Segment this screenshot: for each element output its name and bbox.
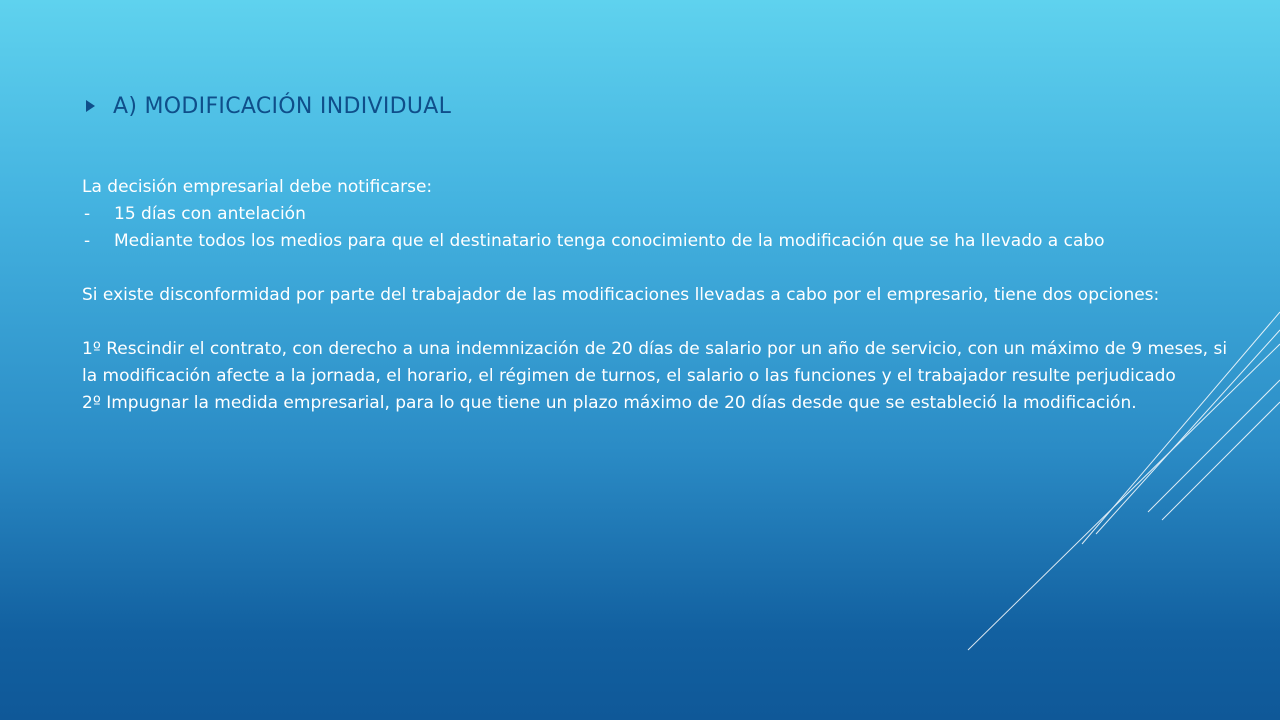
- list-item: - Mediante todos los medios para que el destinatario tenga conocimiento de la modificación que se ha llevado a cabo: [82, 228, 1232, 255]
- slide-body: [82, 174, 1232, 417]
- triangle-right-bullet-icon: [86, 100, 95, 112]
- list-item: - 15 días con antelación: [82, 201, 1232, 228]
- intro-text: La decisión empresarial debe notificarse:: [82, 177, 433, 197]
- deco-line-5: [1162, 402, 1280, 520]
- option-2-text: 2º Impugnar la medida empresarial, para lo que tiene un plazo máximo de 20 días desde que se estableció la modificación.: [82, 393, 1137, 413]
- slide-title: [86, 90, 451, 122]
- spacer: [82, 255, 1232, 282]
- notification-list: [82, 201, 1232, 255]
- slide-title-text: A) MODIFICACIÓN INDIVIDUAL: [113, 93, 452, 119]
- spacer: [82, 309, 1232, 336]
- option-1-text: 1º Rescindir el contrato, con derecho a una indemnización de 20 días de salario por un año de servicio, con un máximo de 9 meses, si la modificación afecte a la jornada, el horario, el régimen de turnos, el salario o las funciones y el trabajador resulte perjudicado: [82, 339, 1228, 386]
- disagreement-text: Si existe disconformidad por parte del trabajador de las modificaciones llevadas a cabo por el empresario, tiene dos opciones:: [82, 285, 1160, 305]
